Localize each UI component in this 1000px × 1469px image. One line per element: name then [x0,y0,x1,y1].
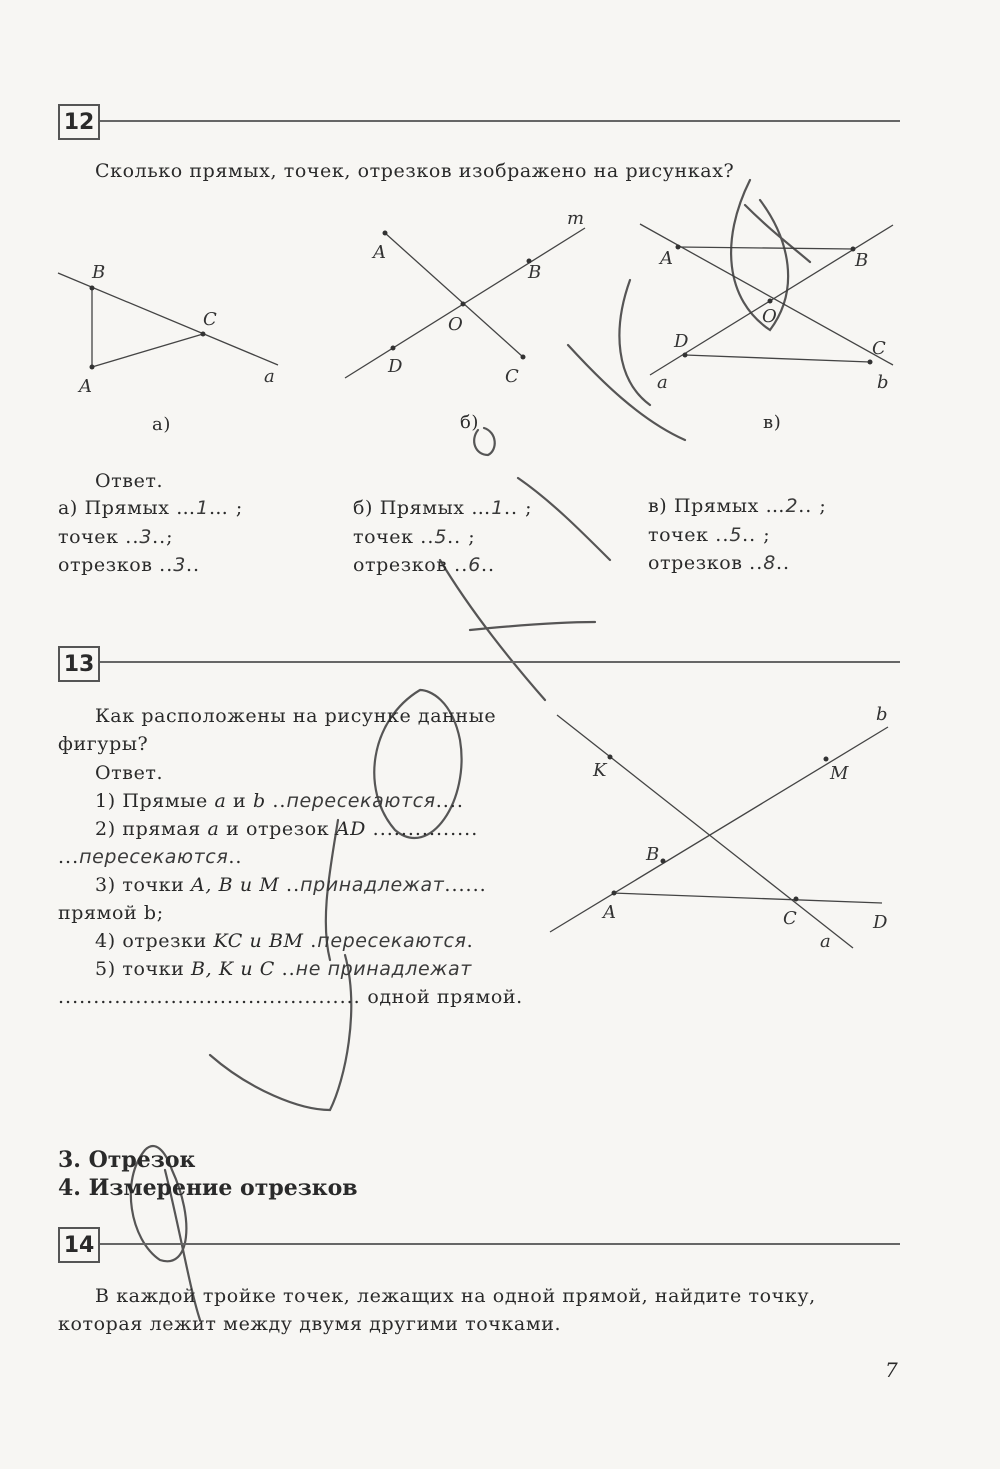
answer-12b-points [353,526,476,548]
point-12c-C [868,360,873,365]
item2-mid: и отрезок [226,818,330,840]
answer-13-item1 [95,790,464,812]
label-12a-a: a [264,366,275,387]
label-12c-D: D [674,331,689,352]
point-13-C [794,897,799,902]
point-12a-A [90,365,95,370]
answer-13-item3 [95,874,487,896]
dots: ........................................... [58,986,361,1008]
label-13-C: C [783,908,797,929]
label-13-a: a [820,931,831,952]
point-13-A [612,891,617,896]
item3-answer: принадлежат [300,874,445,896]
dots: . [310,930,318,952]
answer-label-13: Ответ. [95,762,164,784]
label-12b-D: D [388,356,403,377]
answer-12a-segments-value: 3 [173,554,186,576]
label-13-B: B [646,844,660,865]
point-13-B [661,859,666,864]
task-14-number: 14 [58,1227,100,1263]
section-heading-4: 4. Измерение отрезков [58,1175,358,1201]
label-12c-b: b [877,372,889,393]
answer-12c-segments-value: 8 [763,552,776,574]
answer-13-item4 [95,930,474,952]
item1-a: a [214,790,227,812]
dots: .. [454,554,469,576]
point-12b-C [521,355,526,360]
item5-answer: не принадлежат [295,958,472,980]
dots: .. [125,526,140,548]
answer-12b-segments [353,554,495,576]
answer-12a-points-label: точек [58,526,119,548]
pencil-scribble-graphic [131,180,810,1320]
task-13-question-line1: Как расположены на рисунке данные [95,705,497,727]
dots: .. [775,552,791,574]
label-12c-B: B [855,250,869,271]
answer-12a-lines-value: 1 [196,497,209,519]
item4-answer: пересекаются [317,930,467,952]
point-13-K [608,755,613,760]
section-heading-3: 3. Отрезок [58,1147,196,1173]
answer-12b-lines-value: 1 [491,497,504,519]
label-12b-A: A [373,242,386,263]
dots: ... [58,846,80,868]
caption-12a: а) [152,414,171,435]
dots: .. [420,526,435,548]
item2-prefix: 2) прямая [95,818,201,840]
dots: .. [272,790,287,812]
answer-13-item2 [95,818,478,840]
label-13-A: A [603,902,616,923]
point-12b-O [461,302,466,307]
answer-12b-points-value: 5 [434,526,448,548]
dots: .... [435,790,464,812]
item3-prefix: 3) точки [95,874,185,896]
answer-label-12: Ответ. [95,470,164,492]
answer-12a-points-value: 3 [139,526,153,548]
label-12a-B: B [92,262,106,283]
task-14-text-line2: которая лежит между двумя другими точками. [58,1313,562,1335]
item4-prefix: 4) отрезки [95,930,207,952]
answer-13-item5 [95,958,472,980]
answer-12b-lines-label: б) Прямых [353,497,465,519]
caption-12c: в) [763,412,782,433]
point-12c-O [768,299,773,304]
dots: ...... [444,874,487,896]
caption-12b: б) [460,412,480,433]
item5-prefix: 5) точки [95,958,185,980]
item1-prefix: 1) Прямые [95,790,208,812]
point-12b-A [383,231,388,236]
answer-12c-points-label: точек [648,524,709,546]
item2-answer: пересекаются [79,846,229,868]
answer-12a-lines-label: а) Прямых [58,497,170,519]
answer-12c-lines [648,495,827,517]
label-13-b: b [876,704,888,725]
label-12c-O: O [762,306,777,327]
label-12b-m: m [567,208,585,229]
point-12a-B [90,286,95,291]
point-12c-D [683,353,688,358]
task-12-number: 12 [58,104,100,140]
label-12c-A: A [660,248,673,269]
item1-answer: пересекаются [286,790,436,812]
answer-12a-points [58,526,174,548]
page-number: 7 [885,1358,898,1382]
answer-12c-points [648,524,771,546]
dots: ............... [372,818,479,840]
label-12a-C: C [203,309,217,330]
dots: .. [715,524,730,546]
dots: .. [185,554,201,576]
point-12a-C [201,332,206,337]
item5-suffix: одной прямой. [367,986,523,1008]
item3-points: A, B и M [191,874,280,896]
answer-12a-segments [58,554,200,576]
dots: .. ; [503,497,533,519]
answer-12b-segments-value: 6 [468,554,481,576]
label-13-M: M [830,763,849,784]
answer-12a-segments-label: отрезков [58,554,153,576]
dots: … [765,495,786,517]
label-12a-A: A [79,376,92,397]
task-14-text-line1: В каждой тройке точек, лежащих на одной прямой, найдите точку, [95,1285,816,1307]
dots: .. [749,552,764,574]
task-13-number: 13 [58,646,100,682]
task-13-question-line2: фигуры? [58,733,149,755]
label-13-K: K [593,760,607,781]
task-14-rule [100,1243,900,1245]
item5-points: B, K и C [191,958,275,980]
label-12b-B: B [528,262,542,283]
dots: .. [159,554,174,576]
answer-12b-segments-label: отрезков [353,554,448,576]
answer-12b-lines [353,497,533,519]
answer-13-item2-cont [58,846,242,868]
label-13-D: D [873,912,888,933]
dots: .. ; [742,524,771,546]
dots: … [176,497,197,519]
answer-12c-points-value: 5 [729,524,743,546]
dots: .. ; [798,495,827,517]
answer-12c-segments-label: отрезков [648,552,743,574]
item1-and: и [233,790,247,812]
dots: .. [281,958,296,980]
dots: ..; [152,526,174,548]
answer-12c-segments [648,552,790,574]
item1-b: b [252,790,266,812]
label-12c-a: a [657,372,668,393]
point-12b-D [391,346,396,351]
dots: .. [228,846,243,868]
answer-13-item5-cont [58,986,523,1008]
dots: .. [286,874,301,896]
dots: … [471,497,492,519]
answer-12b-points-label: точек [353,526,414,548]
label-12b-C: C [505,366,519,387]
label-12c-C: C [872,338,886,359]
dots: … ; [208,497,244,519]
item2-a: a [207,818,220,840]
item4-segs: KC и BM [213,930,304,952]
point-12c-A [676,245,681,250]
answer-12c-lines-label: в) Прямых [648,495,759,517]
dots: .. [480,554,496,576]
dots: .. ; [447,526,476,548]
task-13-rule [100,661,900,663]
label-12b-O: O [448,314,463,335]
task-12-question: Сколько прямых, точек, отрезков изображено на рисунках? [95,160,735,182]
answer-13-item3-cont: прямой b; [58,902,164,924]
dots: . [466,930,474,952]
item2-seg: AD [335,818,367,840]
point-13-M [824,757,829,762]
answer-12c-lines-value: 2 [785,495,799,517]
answer-12a-lines [58,497,243,519]
